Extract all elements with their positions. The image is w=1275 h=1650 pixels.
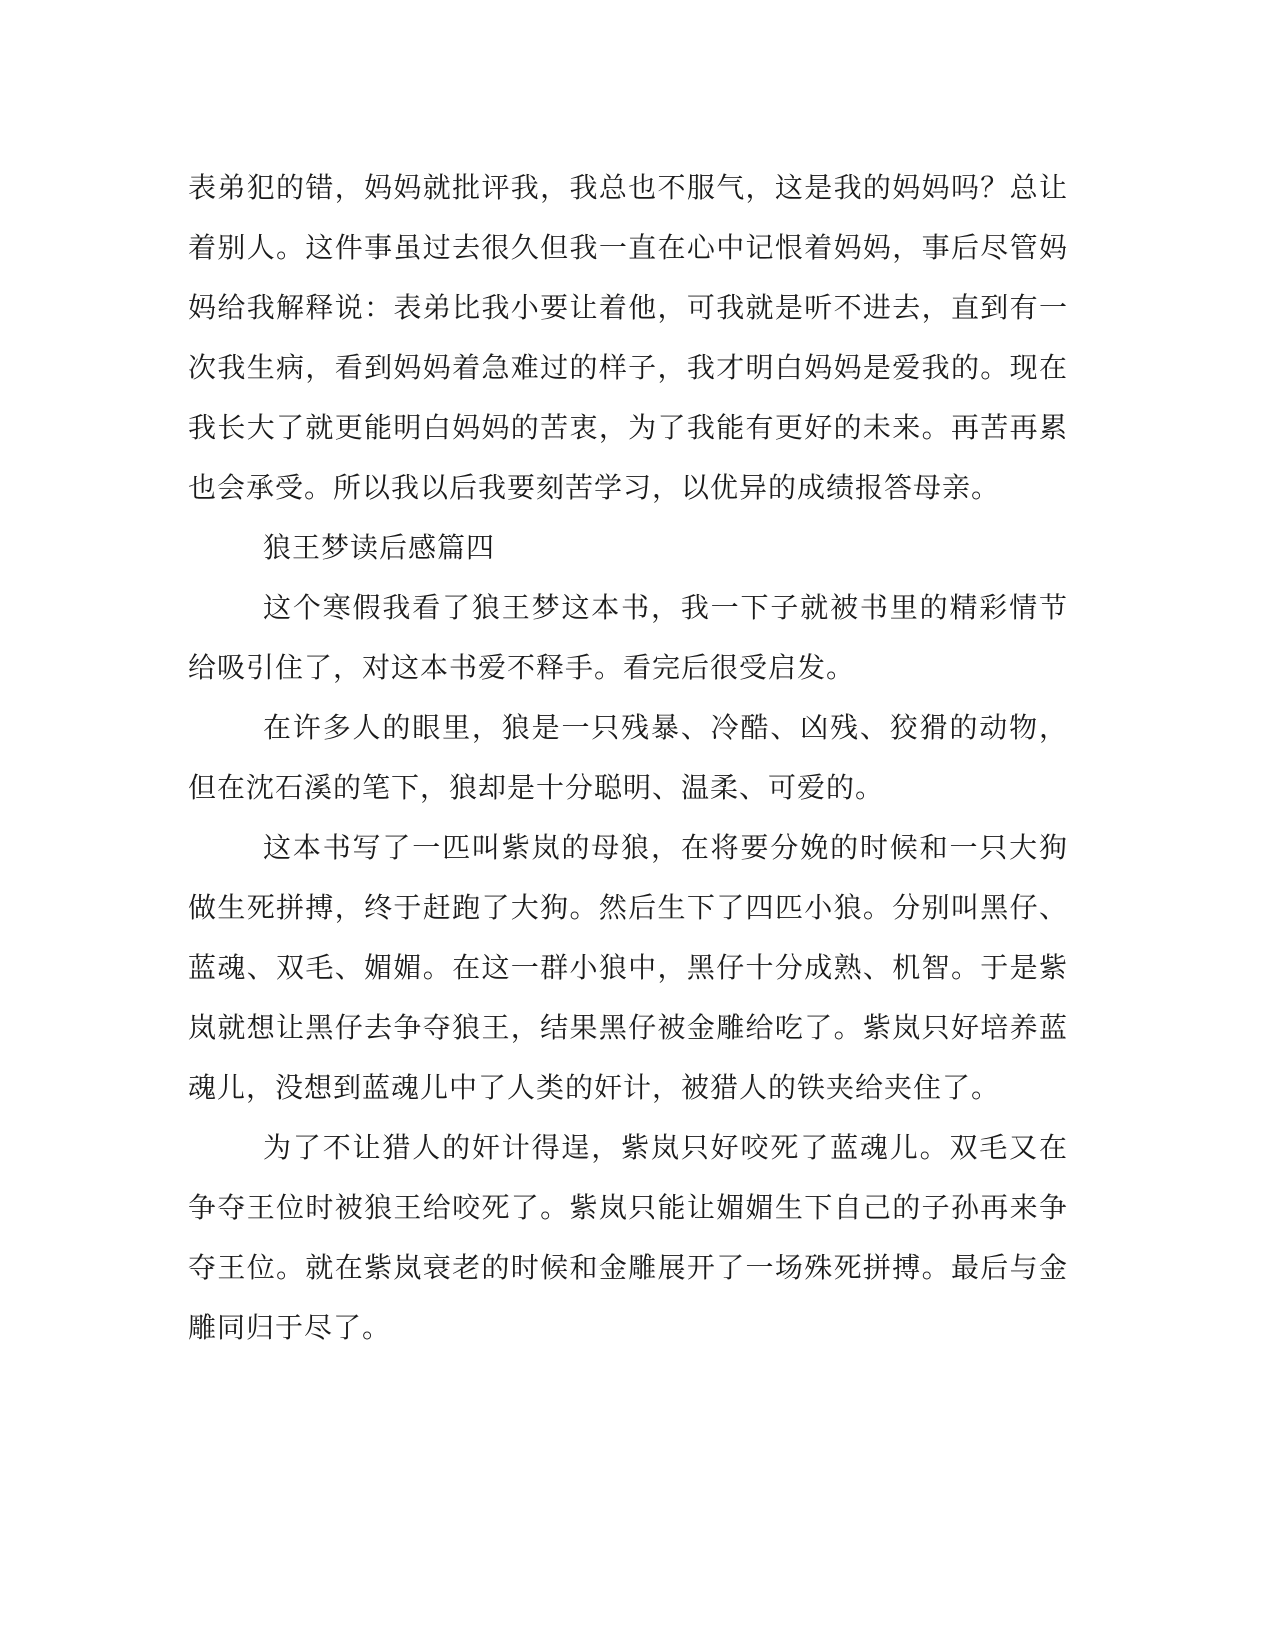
body-paragraph-4: 为了不让猎人的奸计得逞，紫岚只好咬死了蓝魂儿。双毛又在争夺王位时被狼王给咬死了。紫岚只能让媚媚生下自己的子孙再来争夺王位。就在紫岚衰老的时候和金雕展开了一场殊死拼搏。最后与金雕同归于尽了。: [188, 1131, 1068, 1344]
body-paragraph-2: 在许多人的眼里，狼是一只残暴、冷酷、凶残、狡猾的动物，但在沈石溪的笔下，狼却是十分聪明、温柔、可爱的。: [188, 711, 1068, 804]
body-paragraph-3: 这本书写了一匹叫紫岚的母狼，在将要分娩的时候和一只大狗做生死拼搏，终于赶跑了大狗。然后生下了四匹小狼。分别叫黑仔、蓝魂、双毛、媚媚。在这一群小狼中，黑仔十分成熟、机智。于是紫岚就想让黑仔去争夺狼王，结果黑仔被金雕给吃了。紫岚只好培养蓝魂儿，没想到蓝魂儿中了人类的奸计，被猎人的铁夹给夹住了。: [188, 831, 1068, 1104]
continuation-paragraph: 表弟犯的错，妈妈就批评我，我总也不服气，这是我的妈妈吗？总让着别人。这件事虽过去很久但我一直在心中记恨着妈妈，事后尽管妈妈给我解释说：表弟比我小要让着他，可我就是听不进去，直到有一次我生病，看到妈妈着急难过的样子，我才明白妈妈是爱我的。现在我长大了就更能明白妈妈的苦衷，为了我能有更好的未来。再苦再累也会承受。所以我以后我要刻苦学习，以优异的成绩报答母亲。: [188, 171, 1068, 504]
section-heading: 狼王梦读后感篇四: [263, 531, 496, 564]
document-body: [188, 158, 1068, 1358]
body-paragraph-1: 这个寒假我看了狼王梦这本书，我一下子就被书里的精彩情节给吸引住了，对这本书爱不释手。看完后很受启发。: [188, 591, 1068, 684]
